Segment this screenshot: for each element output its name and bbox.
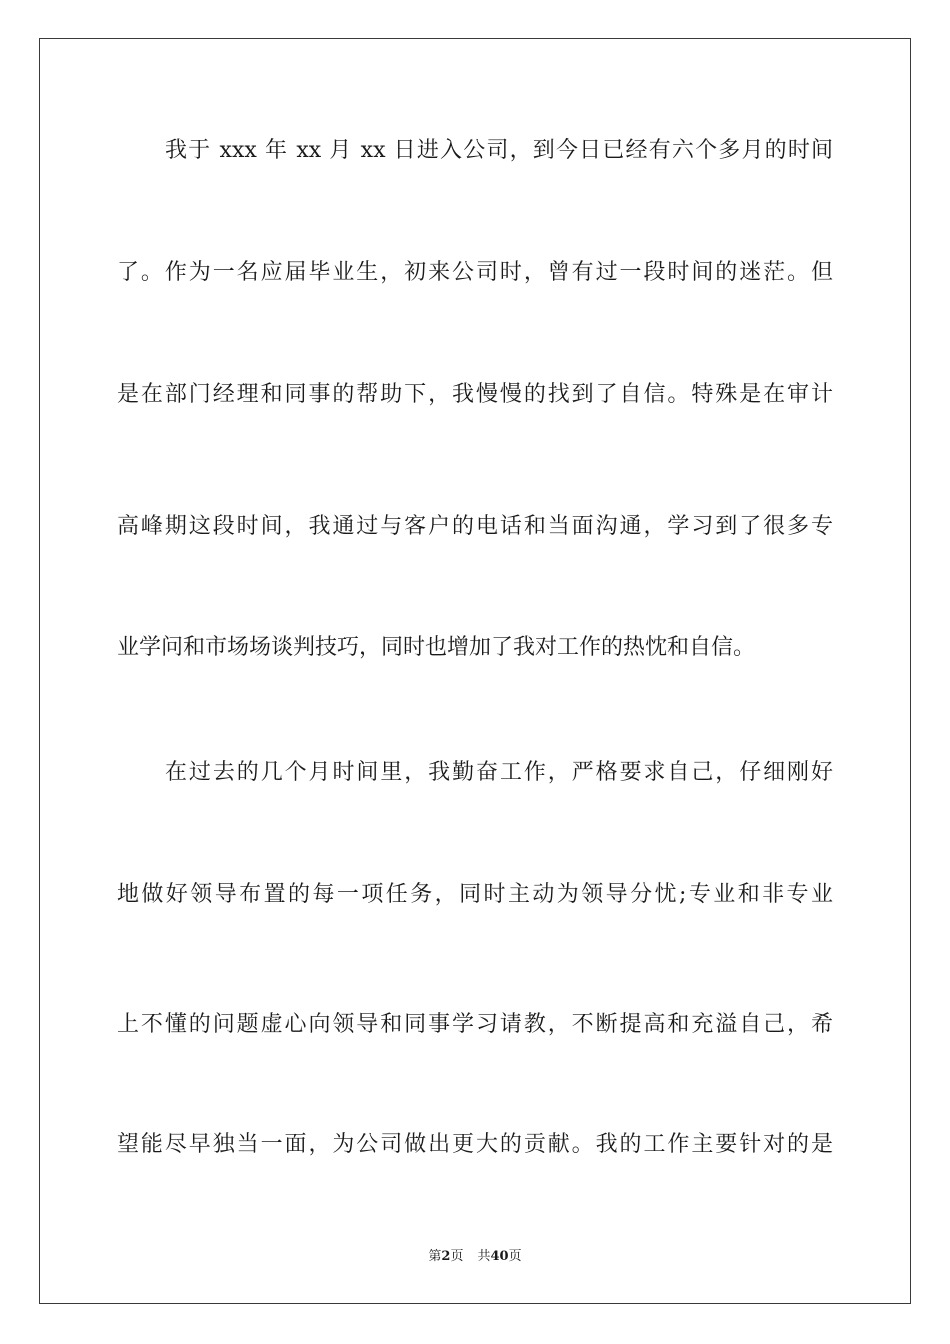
page-border bbox=[39, 38, 911, 1304]
paragraph-2-line-4: 望能尽早独当一面，为公司做出更大的贡献。我的工作主要针对的是 bbox=[117, 1132, 833, 1157]
total-suffix: 页 bbox=[508, 1249, 522, 1264]
paragraph-2-line-2: 地做好领导布置的每一项任务，同时主动为领导分忧;专业和非专业 bbox=[117, 882, 833, 907]
page-prefix: 第 bbox=[428, 1249, 442, 1264]
total-prefix: 共 bbox=[477, 1249, 491, 1264]
paragraph-1-line-3: 是在部门经理和同事的帮助下，我慢慢的找到了自信。特殊是在审计 bbox=[117, 382, 833, 407]
paragraph-2-line-1: 在过去的几个月时间里，我勤奋工作，严格要求自己，仔细刚好 bbox=[165, 760, 833, 785]
page-number: 2 bbox=[441, 1249, 451, 1264]
paragraph-1-line-4: 高峰期这段时间，我通过与客户的电话和当面沟通，学习到了很多专 bbox=[117, 514, 833, 539]
paragraph-1-line-1: 我于 xxx 年 xx 月 xx 日进入公司，到今日已经有六个多月的时间 bbox=[165, 138, 833, 163]
paragraph-2-line-3: 上不懂的问题虚心向领导和同事学习请教，不断提高和充溢自己，希 bbox=[117, 1012, 833, 1037]
page-suffix: 页 bbox=[450, 1249, 464, 1264]
total-pages: 40 bbox=[490, 1249, 509, 1264]
paragraph-1-line-2: 了。作为一名应届毕业生，初来公司时，曾有过一段时间的迷茫。但 bbox=[117, 260, 833, 285]
paragraph-1-line-5: 业学问和市场场谈判技巧，同时也增加了我对工作的热忱和自信。 bbox=[117, 635, 756, 660]
page-footer bbox=[0, 1248, 950, 1266]
